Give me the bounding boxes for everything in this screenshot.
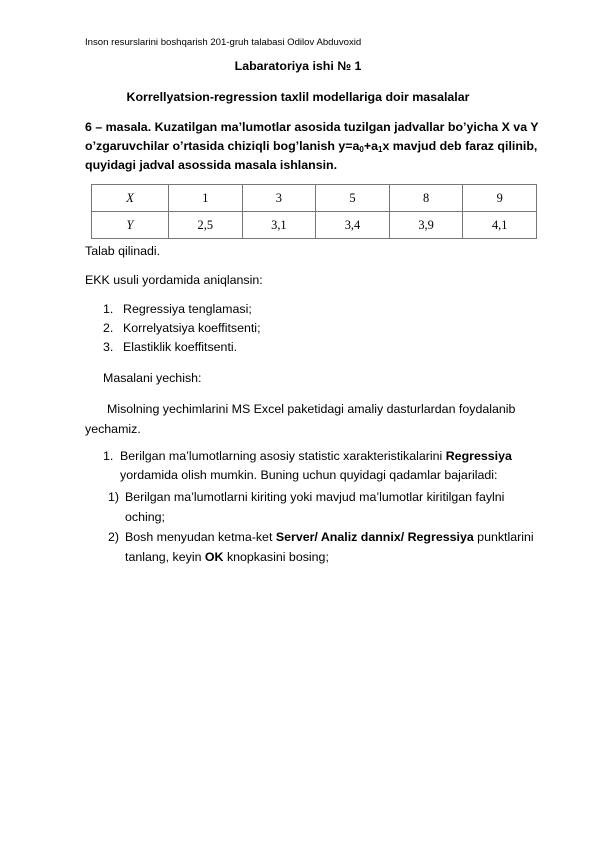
- table-cell: 2,5: [169, 212, 243, 239]
- table-row: [92, 212, 537, 239]
- sub-step-1: 1) Berilgan ma’lumotlarni kiriting yoki mavjud ma’lumotlar kiritilgan faylni: [108, 490, 505, 504]
- table-cell: 4,1: [463, 212, 537, 239]
- solution-heading: Masalani yechish:: [103, 371, 202, 385]
- sub-step-2-cont: tanlang, keyin OK knopkasini bosing;: [125, 550, 329, 564]
- page-subtitle: Korrellyatsion-regression taxlil modellariga doir masalalar: [126, 90, 470, 104]
- table-cell: 3,1: [242, 212, 316, 239]
- step-1: 1. Berilgan ma’lumotlarning asosiy statistic xarakteristikalarini Regressiya: [103, 449, 512, 463]
- list-item: 2. Korrelyatsiya koeffitsenti;: [103, 321, 261, 335]
- table-cell: 3,4: [316, 212, 390, 239]
- list-item: 1. Regressiya tenglamasi;: [103, 302, 252, 316]
- table-cell: 9: [463, 185, 537, 212]
- talab-text: Talab qilinadi.: [85, 244, 161, 258]
- task-statement: 6 – masala. Kuzatilgan ma’lumotlar asosida tuzilgan jadvallar bo’yicha X va Y o’zgaruvchilar o’rtasida chiziqli bog’lanish $y=a_0+a_1x$ mavjud deb faraz qilinib, quyidagi jadval asossida masala ishlansin.: [85, 120, 539, 172]
- row-header-x: X: [92, 185, 169, 212]
- table-cell: 3: [242, 185, 316, 212]
- sub-step-2: 2) Bosh menyudan ketma-ket Server/ Analiz dannix/ Regressiya punktlarini: [108, 530, 534, 544]
- row-header-y: Y: [92, 212, 169, 239]
- table-cell: 1: [169, 185, 243, 212]
- table-cell: 5: [316, 185, 390, 212]
- sub-step-1-cont: oching;: [125, 510, 165, 524]
- step-1-cont: yordamida olish mumkin. Buning uchun quyidagi qadamlar bajariladi:: [120, 468, 498, 482]
- table-cell: 8: [389, 185, 463, 212]
- page-header: Inson resurslarini boshqarish 201-gruh talabasi Odilov Abduvoxid: [85, 37, 362, 48]
- table-cell: 3,9: [389, 212, 463, 239]
- intro-paragraph: Misolning yechimlarini MS Excel paketidagi amaliy dasturlardan foydalanib yechamiz.: [85, 402, 516, 436]
- data-table: [91, 184, 537, 239]
- ekk-text: EKK usuli yordamida aniqlansin:: [85, 273, 263, 287]
- list-item: 3. Elastiklik koeffitsenti.: [103, 340, 238, 354]
- page-title: Labaratoriya ishi № 1: [234, 59, 362, 73]
- table-row: [92, 185, 537, 212]
